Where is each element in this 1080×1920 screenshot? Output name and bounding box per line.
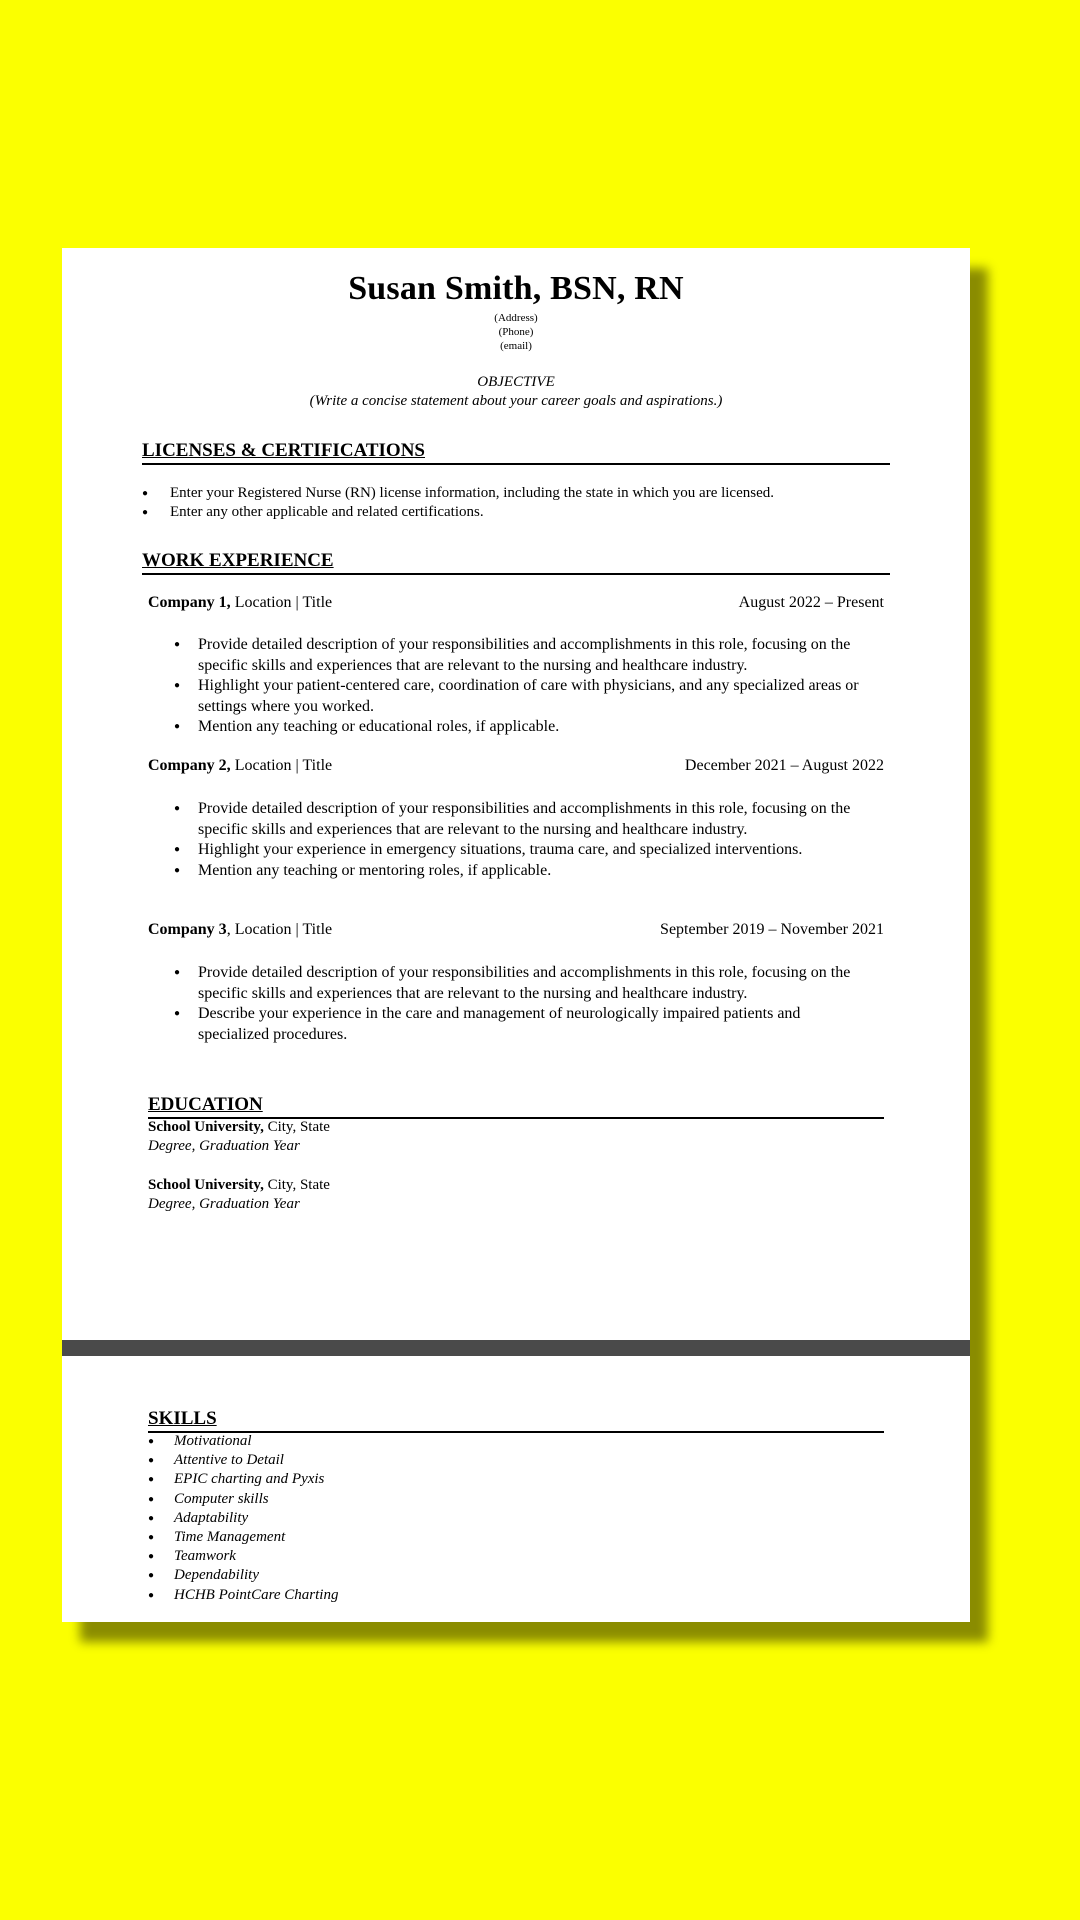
licenses-heading: LICENSES & CERTIFICATIONS xyxy=(142,440,890,465)
job-1-details: Location | Title xyxy=(230,594,333,611)
degree-line: Degree, Graduation Year xyxy=(148,1196,300,1212)
job-3-company: Company 3 xyxy=(148,921,227,938)
job-bullet: ● Provide detailed description of your responsibilities and accomplishments in this role, focusing on the specific skills and experiences that are relevant to the nursing and healthcare industry. xyxy=(172,635,872,676)
page-separator xyxy=(62,1340,970,1356)
school-location: City, State xyxy=(263,1119,330,1135)
skill-item: ● Dependability xyxy=(148,1566,648,1585)
resume-name: Susan Smith, BSN, RN xyxy=(348,270,684,307)
job-bullet: ● Mention any teaching or mentoring roles, if applicable. xyxy=(172,861,872,882)
skill-item: ● Teamwork xyxy=(148,1547,648,1566)
license-item: ● Enter any other applicable and related certifications. xyxy=(142,503,832,522)
contact-phone: (Phone) xyxy=(498,326,534,338)
job-3-bullets xyxy=(172,963,872,1045)
skill-item: ● Motivational xyxy=(148,1432,648,1451)
job-2-details: Location | Title xyxy=(230,757,333,774)
school-name: School University, xyxy=(148,1177,264,1193)
skills-heading: SKILLS xyxy=(148,1408,884,1433)
school-name: School University, xyxy=(148,1119,264,1135)
skill-item: ● Computer skills xyxy=(148,1490,648,1509)
objective-text: (Write a concise statement about your career goals and aspirations.) xyxy=(309,393,723,409)
degree-line: Degree, Graduation Year xyxy=(148,1138,300,1154)
skill-item: ● HCHB PointCare Charting xyxy=(148,1586,648,1605)
job-bullet: ● Describe your experience in the care and management of neurologically impaired patients and specialized procedures. xyxy=(172,1004,872,1045)
job-3-dates: September 2019 – November 2021 xyxy=(660,921,884,938)
licenses-list xyxy=(142,484,832,522)
job-3-header xyxy=(148,920,332,940)
contact-address: (Address) xyxy=(494,312,538,324)
education-heading: EDUCATION xyxy=(148,1094,884,1119)
job-bullet: ● Highlight your patient-centered care, coordination of care with physicians, and any specialized areas or settings where you worked. xyxy=(172,676,872,717)
skill-item: ● Time Management xyxy=(148,1528,648,1547)
job-bullet: ● Highlight your experience in emergency situations, trauma care, and specialized interventions. xyxy=(172,840,872,861)
skill-item: ● Adaptability xyxy=(148,1509,648,1528)
work-heading: WORK EXPERIENCE xyxy=(142,550,890,575)
job-3-details: , Location | Title xyxy=(226,921,333,938)
skill-item: ● Attentive to Detail xyxy=(148,1451,648,1470)
job-1-bullets xyxy=(172,635,872,738)
job-bullet: ● Provide detailed description of your responsibilities and accomplishments in this role, focusing on the specific skills and experiences that are relevant to the nursing and healthcare industry. xyxy=(172,963,872,1004)
job-bullet: ● Provide detailed description of your responsibilities and accomplishments in this role, focusing on the specific skills and experiences that are relevant to the nursing and healthcare industry. xyxy=(172,799,872,840)
education-entry-1 xyxy=(148,1118,330,1137)
job-2-dates: December 2021 – August 2022 xyxy=(684,757,884,774)
contact-email: (email) xyxy=(500,340,532,352)
job-bullet: ● Mention any teaching or educational roles, if applicable. xyxy=(172,717,872,738)
objective-heading: OBJECTIVE xyxy=(477,374,555,390)
job-1-dates: August 2022 – Present xyxy=(738,594,884,611)
license-item: ● Enter your Registered Nurse (RN) license information, including the state in which you are licensed. xyxy=(142,484,832,503)
job-2-header xyxy=(148,756,332,776)
resume-sheet xyxy=(62,248,970,1622)
job-2-company: Company 2, xyxy=(148,757,231,774)
skill-item: ● EPIC charting and Pyxis xyxy=(148,1470,648,1489)
job-1-header xyxy=(148,593,332,613)
skills-list xyxy=(148,1432,648,1605)
education-entry-2 xyxy=(148,1176,330,1195)
job-1-company: Company 1, xyxy=(148,594,231,611)
school-location: City, State xyxy=(263,1177,330,1193)
job-2-bullets xyxy=(172,799,872,881)
